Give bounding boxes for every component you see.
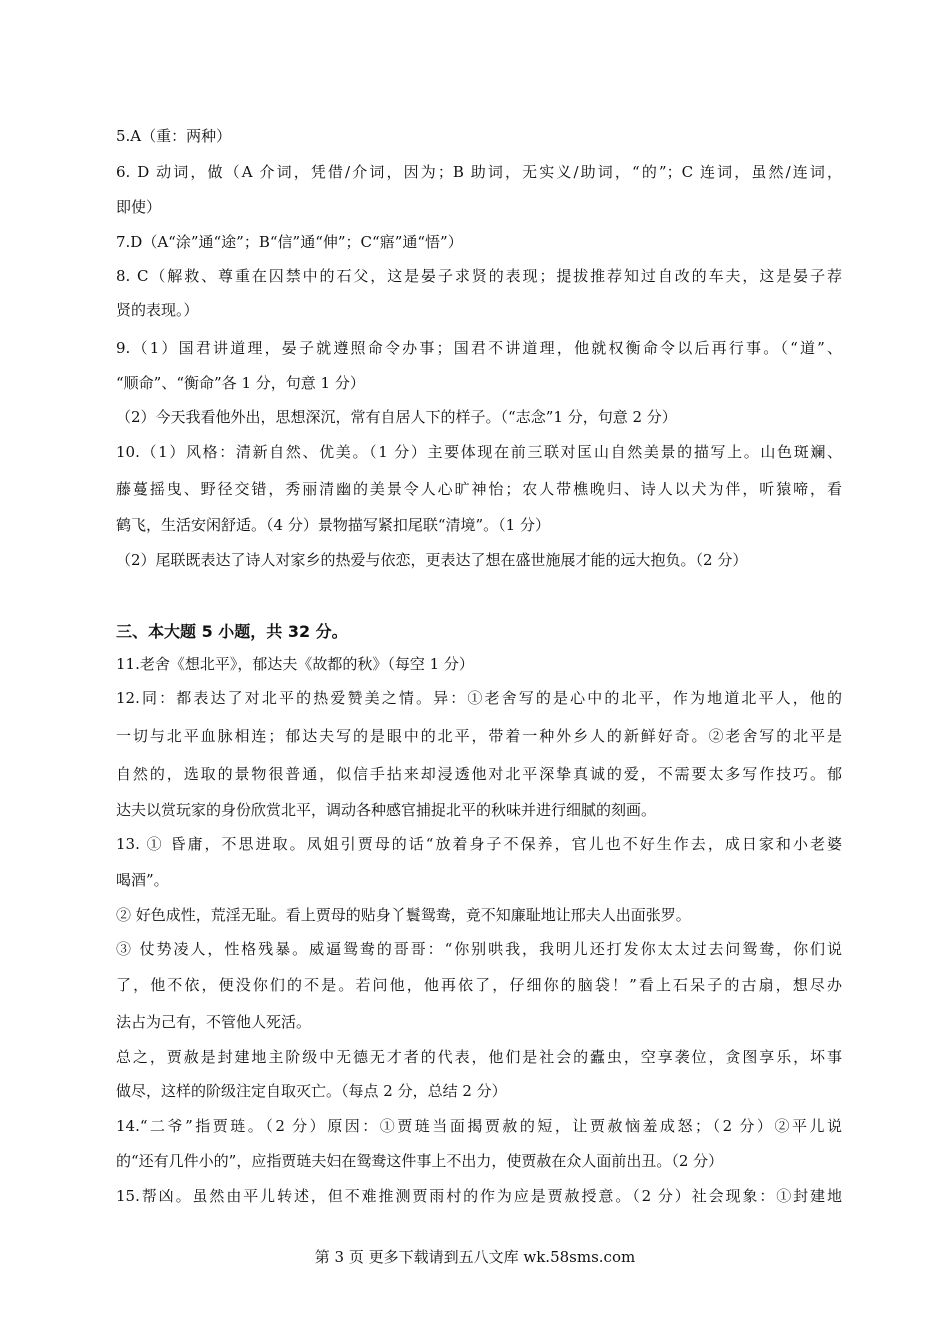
page-footer: 第 3 页 更多下载请到五八文库 wk.58sms.com [314,1248,636,1266]
answer-13-summary-line1: 总之，贾赦是封建地主阶级中无德无才者的代表，他们是社会的蠹虫，空享袭位，贪图享乐，坏事 [116,1048,842,1066]
answer-15-line1: 15.帮凶。虽然由平儿转述，但不难推测贾雨村的作为应是贾赦授意。（2 分）社会现象：①封建地 [116,1187,842,1205]
answer-12-line4: 达夫以赏玩家的身份欣赏北平，调动各种感官捕捉北平的秋味并进行细腻的刻画。 [116,801,657,819]
answer-6-line2: 即使） [116,198,162,216]
answer-12-line3: 自然的，选取的景物很普通，似信手拈来却浸透他对北平深挚真诚的爱，不需要太多写作技巧。郁 [116,765,842,783]
answer-14-line1: 14.“二爷”指贾琏。（2 分）原因：①贾琏当面揭贾赦的短，让贾赦恼羞成怒；（2 分）②平儿说 [116,1117,842,1135]
answer-12-line1: 12.同：都表达了对北平的热爱赞美之情。异：①老舍写的是心中的北平，作为地道北平人，他的 [116,689,842,707]
answer-12-line2: 一切与北平血脉相连；郁达夫写的是眼中的北平，带着一种外乡人的新鲜好奇。②老舍写的北平是 [116,727,842,745]
answer-5: 5.A（重：两种） [116,127,232,145]
answer-11: 11.老舍《想北平》，郁达夫《故都的秋》（每空 1 分） [116,655,474,673]
answer-10-line1: 10.（1）风格：清新自然、优美。（1 分）主要体现在前三联对匡山自然美景的描写上。山色斑斓、 [116,443,842,461]
answer-13-point2: ② 好色成性，荒淫无耻。看上贾母的贴身丫鬟鸳鸯，竟不知廉耻地让邢夫人出面张罗。 [116,906,691,924]
answer-13-point3-line3: 法占为己有，不管他人死活。 [116,1013,312,1031]
answer-9-line1: 9.（1）国君讲道理，晏子就遵照命令办事；国君不讲道理，他就权衡命令以后再行事。（“道”、 [116,339,842,357]
answer-13-line1: 13. ① 昏庸，不思进取。凤姐引贾母的话“放着身子不保养，官儿也不好生作去，成日家和小老婆 [116,835,842,853]
answer-13-point3-line2: 了，他不依，便没你们的不是。若问他，他再依了，仔细你的脑袋！”看上石呆子的古扇，想尽办 [116,976,842,994]
answer-6-line1: 6. D 动词，做（A 介词，凭借/介词，因为；B 助词，无实义/助词，“的”；C 连词，虽然/连词， [116,163,842,181]
answer-13-line2: 喝酒”。 [116,871,169,889]
answer-10-line3: 鹤飞，生活安闲舒适。（4 分）景物描写紧扣尾联“清境”。（1 分） [116,516,550,534]
answer-13-point3-line1: ③ 仗势凌人，性格残暴。威逼鸳鸯的哥哥：“你别哄我，我明儿还打发你太太过去问鸳鸯，你们说 [116,940,842,958]
answer-13-summary-line2: 做尽，这样的阶级注定自取灭亡。（每点 2 分，总结 2 分） [116,1082,507,1100]
answer-10-line2: 藤蔓摇曳、野径交错，秀丽清幽的美景令人心旷神怡；农人带樵晚归、诗人以犬为伴，听猿啼，看 [116,480,842,498]
answer-8-line2: 贤的表现。） [116,301,199,319]
answer-9-line2: “顺命”、“衡命”各 1 分，句意 1 分） [116,374,365,392]
answer-14-line2: 的“还有几件小的”，应指贾琏夫妇在鸳鸯这件事上不出力，使贾赦在众人面前出丑。（2 分） [116,1152,724,1170]
section-heading: 三、本大题 5 小题，共 32 分。 [116,622,348,641]
answer-10-line4: （2）尾联既表达了诗人对家乡的热爱与依恋，更表达了想在盛世施展才能的远大抱负。（2 分） [116,551,748,569]
answer-7: 7.D（A“涂”通“途”；B“信”通“伸”；C“寤”通“悟”） [116,233,463,251]
answer-8-line1: 8. C（解救、尊重在囚禁中的石父，这是晏子求贤的表现；提拔推荐知过自改的车夫，这是晏子荐 [116,267,842,285]
answer-9-line3: （2）今天我看他外出，思想深沉，常有自居人下的样子。（“志念”1 分，句意 2 分） [116,408,677,426]
